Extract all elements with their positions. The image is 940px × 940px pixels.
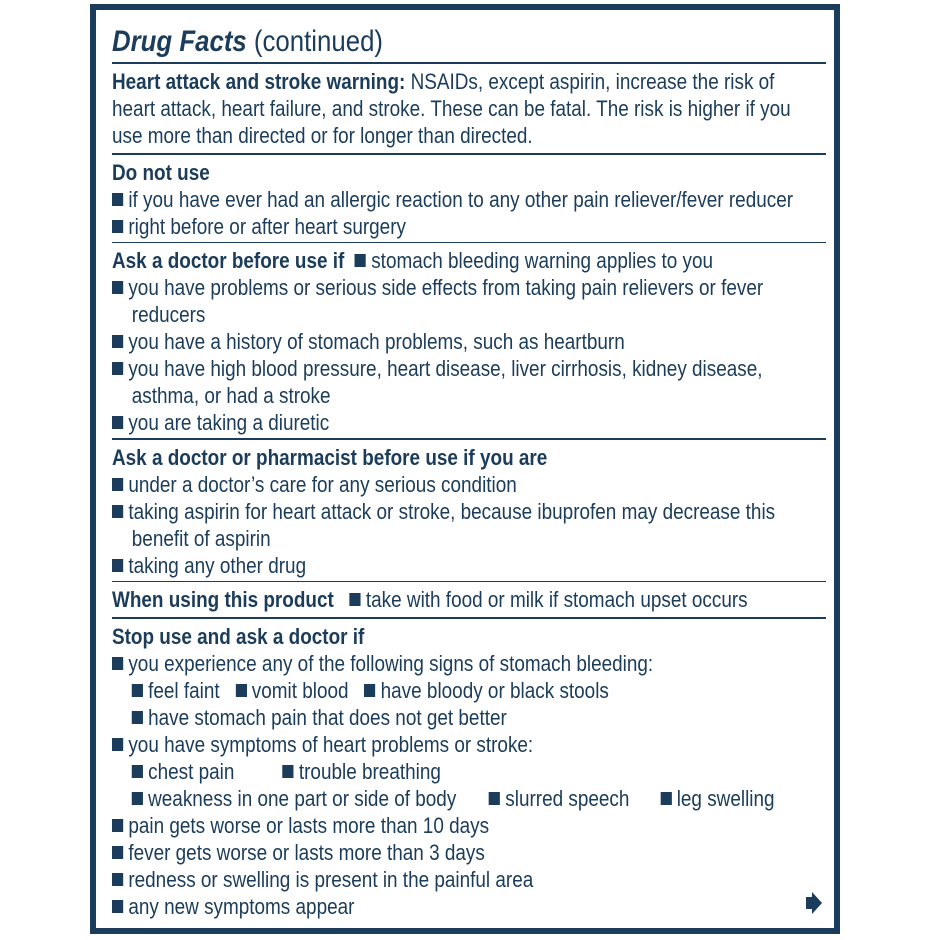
item-text: right before or after heart surgery: [128, 213, 406, 239]
when-using-section: [112, 586, 826, 613]
sub-item-row: [112, 758, 726, 785]
ask-doctor-heading-row: [112, 247, 726, 274]
item-text: pain gets worse or lasts more than 10 days: [128, 812, 490, 838]
heart-warning-heading: Heart attack and stroke warning:: [112, 69, 406, 94]
sub-item-row: [112, 785, 775, 812]
page-title: [112, 24, 383, 60]
list-item: [112, 186, 794, 213]
item-continuation: benefit of aspirin: [131, 525, 271, 551]
item-text: under a doctor’s care for any serious condition: [128, 471, 517, 497]
item-text: slurred speech: [505, 785, 630, 811]
square-bullet-icon: [132, 792, 143, 805]
item-text: fever gets worse or lasts more than 3 days: [128, 839, 485, 865]
title-bold: Drug Facts: [112, 25, 247, 58]
sub-item-row: [112, 677, 726, 704]
item-text: redness or swelling is present in the painful area: [128, 866, 534, 892]
square-bullet-icon: [112, 846, 123, 859]
list-item: [112, 650, 726, 677]
section-divider: [112, 153, 826, 155]
item-text: you have a history of stomach problems, such as heartburn: [128, 329, 625, 354]
item-text: you have problems or serious side effects from taking pain relievers or fever: [128, 275, 764, 300]
section-divider: [112, 242, 826, 244]
item-text: take with food or milk if stomach upset occurs: [365, 587, 748, 612]
item-text: trouble breathing: [298, 758, 441, 784]
list-item: [112, 731, 726, 758]
list-item: [112, 213, 726, 240]
title-row: [112, 10, 826, 62]
when-using-row: [112, 586, 748, 613]
item-text: you have symptoms of heart problems or stroke:: [128, 731, 534, 757]
section-divider: [112, 438, 826, 440]
square-bullet-icon: [112, 559, 123, 572]
square-bullet-icon: [112, 416, 123, 429]
item-continuation: asthma, or had a stroke: [131, 383, 331, 408]
item-text: you experience any of the following signs of stomach bleeding:: [128, 650, 654, 676]
square-bullet-icon: [112, 657, 123, 670]
item-text: stomach bleeding warning applies to you: [371, 248, 714, 273]
ask-doctor-section: [112, 247, 826, 436]
list-item: [112, 839, 726, 866]
square-bullet-icon: [132, 684, 143, 697]
square-bullet-icon: [112, 193, 123, 206]
square-bullet-icon: [132, 765, 143, 778]
item-text: any new symptoms appear: [128, 893, 355, 919]
stop-use-section: [112, 623, 826, 920]
heart-warning-text1: NSAIDs, except aspirin, increase the risk of: [405, 69, 775, 94]
heart-warning-line1: [112, 68, 775, 95]
heart-warning-line3: use more than directed or for longer than directed.: [112, 123, 533, 148]
item-text: you are taking a diuretic: [128, 410, 330, 435]
item-text: have bloody or black stools: [380, 677, 609, 703]
do-not-use-section: [112, 159, 826, 240]
list-item: [112, 409, 726, 436]
item-text: have stomach pain that does not get better: [148, 704, 507, 730]
item-continuation: reducers: [131, 302, 206, 327]
square-bullet-icon: [112, 505, 123, 518]
item-text: leg swelling: [676, 785, 775, 811]
square-bullet-icon: [132, 711, 143, 724]
list-item: [112, 355, 763, 382]
list-item: [112, 866, 726, 893]
ask-pharmacist-heading: Ask a doctor or pharmacist before use if you are: [112, 444, 548, 470]
square-bullet-icon: [350, 593, 361, 606]
item-text: taking any other drug: [128, 552, 307, 578]
do-not-use-heading: Do not use: [112, 159, 210, 185]
item-text: feel faint: [148, 677, 220, 703]
item-text: weakness in one part or side of body: [148, 785, 457, 811]
square-bullet-icon: [112, 819, 123, 832]
panel-content: [112, 10, 826, 928]
square-bullet-icon: [112, 900, 123, 913]
square-bullet-icon: [660, 792, 671, 805]
square-bullet-icon: [112, 362, 123, 375]
ask-pharmacist-section: [112, 444, 826, 579]
ask-doctor-heading: Ask a doctor before use if: [112, 248, 345, 273]
item-text: taking aspirin for heart attack or stroke, because ibuprofen may decrease this: [128, 498, 776, 524]
item-text: vomit blood: [251, 677, 349, 703]
square-bullet-icon: [112, 281, 123, 294]
square-bullet-icon: [112, 873, 123, 886]
square-bullet-icon: [235, 684, 246, 697]
list-item: [112, 274, 764, 301]
square-bullet-icon: [112, 335, 123, 348]
square-bullet-icon: [489, 792, 500, 805]
title-rule: [112, 62, 826, 64]
square-bullet-icon: [112, 478, 123, 491]
heart-warning-section: [112, 68, 826, 149]
stop-use-heading: Stop use and ask a doctor if: [112, 623, 365, 649]
when-using-heading: When using this product: [112, 587, 334, 612]
square-bullet-icon: [112, 738, 123, 751]
list-item: [112, 328, 726, 355]
section-divider: [112, 617, 826, 619]
continue-arrow-icon: [806, 892, 822, 914]
square-bullet-icon: [283, 765, 294, 778]
list-item: [112, 893, 726, 920]
list-item: [112, 552, 726, 579]
list-item: [112, 498, 776, 525]
list-item: [112, 812, 726, 839]
square-bullet-icon: [355, 254, 366, 267]
item-text: chest pain: [148, 758, 235, 784]
square-bullet-icon: [364, 684, 375, 697]
section-divider: [112, 581, 826, 583]
item-text: if you have ever had an allergic reaction to any other pain reliever/fever reducer: [128, 186, 794, 212]
item-text: you have high blood pressure, heart disease, liver cirrhosis, kidney disease,: [128, 356, 763, 381]
list-item: [112, 471, 726, 498]
drug-facts-panel: [90, 4, 840, 934]
sub-item-row: [112, 704, 726, 731]
title-continued: (continued): [246, 25, 384, 58]
square-bullet-icon: [112, 220, 123, 233]
heart-warning-line2: heart attack, heart failure, and stroke. These can be fatal. The risk is higher if you: [112, 96, 791, 121]
